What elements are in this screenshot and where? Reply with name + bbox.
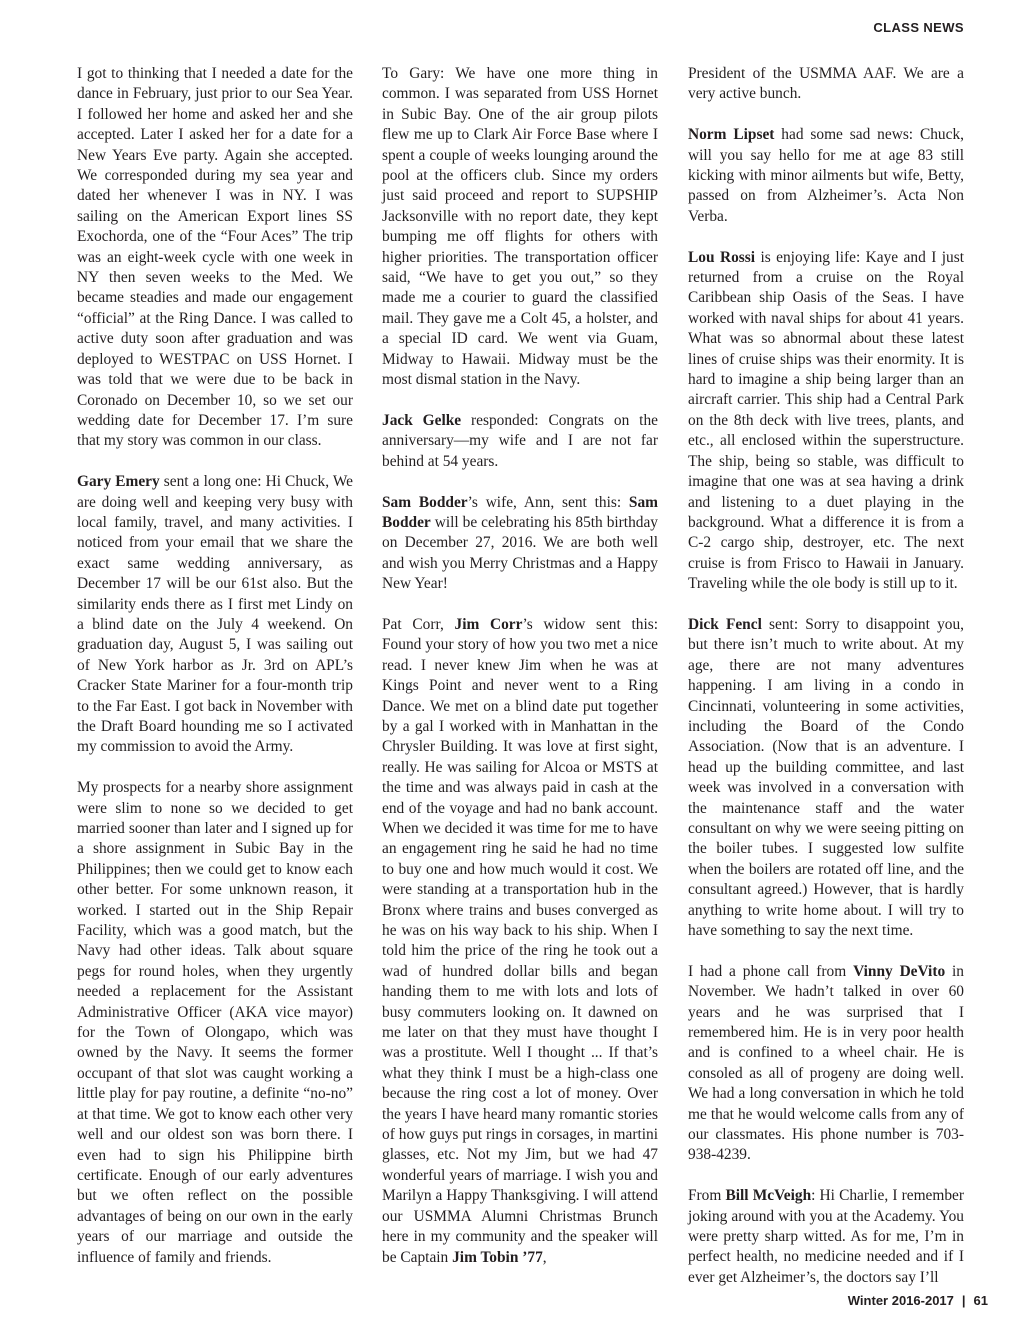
column-2 <box>382 64 658 1268</box>
paragraph: Dick Fencl sent: Sorry to disappoint you, but there isn’t much to write about. At my age, there are not many adventures happening. I am living in a condo in Cincinnati, volunteering in some activities, including the Board of the Condo Association. (Now that is an adventure. I head up the building committee, and last week was involved in a conversation with the maintenance staff and the water consultant on why we were seeing pitting on the boiler tubes. I suggested low sulfite when the boilers are rotated off line, and the consultant agreed.) However, that is hardly anything to write home about. I will try to have something to say the next time. <box>688 615 964 940</box>
classmate-name: Sam Bodder <box>382 493 658 531</box>
article-body <box>0 64 1024 1284</box>
column-1 <box>77 64 353 1268</box>
paragraph: Jack Gelke responded: Congrats on the anniversary—my wife and I are not far behind at 54 years. <box>382 411 658 470</box>
section-header: CLASS NEWS <box>873 20 964 35</box>
column-3 <box>688 64 964 1288</box>
classmate-name: Norm Lipset <box>688 126 775 144</box>
classmate-name: Jim Tobin ’77 <box>452 1248 543 1266</box>
paragraph: I got to thinking that I needed a date for the dance in February, just prior to our Sea Year. I followed her home and asked her and she accepted. Later I asked her for a date for a New Years Eve party. Again she accepted. We corresponded during my sea year and dated her whenever I was in NY. I was sailing on the American Export lines SS Exochorda, one of the “Four Aces” The trip was an eight-week cycle with one week in NY then seven weeks to the Med. We became steadies and made our engagement “official” at the Ring Dance. I was called to active duty soon after graduation and was deployed to WESTPAC on USS Hornet. I was told that we were due to be back in Coronado on December 10, so we set our wedding date for December 17. I’m sure that my story was common in our class. <box>77 65 353 450</box>
classmate-name: Gary Emery <box>77 473 160 491</box>
paragraph: Gary Emery sent a long one: Hi Chuck, We are doing well and keeping very busy with local family, travel, and many activities. I noticed from your email that we share the exact same wedding anniversary, as December 17 will be our 61st also. But the similarity ends there as I first met Lindy on a blind date on the July 4 weekend. On graduation day, August 5, I was sailing out of New York harbor as Jr. 3rd on APL’s Cracker State Mariner for a four-month trip to the Far East. I got back in November with the Draft Board hounding me so I activated my commission to avoid the Army. <box>77 473 354 756</box>
paragraph: Norm Lipset had some sad news: Chuck, will you say hello for me at age 83 still kicking with minor ailments but wife, Betty, passed on from Alzheimer’s. Acta Non Verba. <box>688 126 965 225</box>
footer-separator: | <box>961 1293 966 1308</box>
classmate-name: Sam Bodder <box>382 493 468 511</box>
classmate-name: Jack Gelke <box>382 411 462 429</box>
page-number: 61 <box>973 1293 988 1308</box>
paragraph: My prospects for a nearby shore assignment were slim to none so we decided to get married sooner than later and I signed up for a shore assignment in Subic Bay in the Philippines; then we could get to know each other better. For some unknown reason, it worked. I started out in the Ship Repair Facility, which was a good match, but the Navy had other ideas. Talk about square pegs for round holes, when they urgently needed a replacement for the Assistant Administrative Officer (AKA vice mayor) for the Town of Olongapo, which was owned by the Navy. It seems the former occupant of that slot was caught working a little play for pay routine, a definite “no-no” at that time. We got to know each other very well and our oldest son was born there. I even had to sign his Philippine birth certificate. Enough of our early adventures but we often reflect on the possible advantages of being on our own in the early years of our marriage and outside the influence of family and friends. <box>77 779 353 1266</box>
classmate-name: Jim Corr <box>454 615 523 633</box>
paragraph: From Bill McVeigh: Hi Charlie, I remember joking around with you at the Academy. You were pretty sharp witted. As for me, I’m in perfect health, no medicine needed and if I ever get Alzheimer’s, the doctors say I’ll <box>688 1187 964 1286</box>
paragraph: I had a phone call from Vinny DeVito in November. We hadn’t talked in over 60 years and he was surprised that I remembered him. He is in very poor health and is confined to a wheel chair. He is consoled as all of progeny are doing well. We had a long conversation in which he told me that he would welcome calls from any of our classmates. His phone number is 703-938-4239. <box>688 962 964 1164</box>
classmate-name: Vinny DeVito <box>853 962 946 980</box>
classmate-name: Dick Fencl <box>688 615 762 633</box>
paragraph: Pat Corr, Jim Corr’s widow sent this: Found your story of how you two met a nice read. I never knew Jim when he was at Kings Point and never went to a Ring Dance. We met on a blind date put together by a gal I worked with in Manhattan in the Chrysler Building. It was love at first sight, really. He was sailing for Alcoa or MSTS at the time and was always paid in cash at the end of the voyage and had no bank account. When we decided it was time for me to have an engagement ring he said he had no time to buy one and how much would it cost. We were standing at a transportation hub in the Bronx where trains and buses converged as he was on his way back to his ship. When I told him the price of the ring he took out a wad of hundred dollar bills and began handing them to me with lots and lots of busy commuters looking on. It dawned on me later on that they must have thought I was a prostitute. Well I thought ... If that’s what they think I must be a high-class one because the ring cost a lot of money. Over the years I have heard many romantic stories of how guys put rings in corsages, in martini glasses, etc. Not my Jim, but we had 47 wonderful years of marriage. I wish you and Marilyn a Happy Thanksgiving. I will attend our USMMA Alumni Christmas Brunch here in my community and the speaker will be Captain Jim Tobin ’77, <box>382 615 658 1266</box>
paragraph: Sam Bodder’s wife, Ann, sent this: Sam Bodder will be celebrating his 85th birthday on December 27, 2016. We are both well and wish you Merry Christmas and a Happy New Year! <box>382 493 658 593</box>
page-footer <box>848 1293 988 1308</box>
paragraph: President of the USMMA AAF. We are a very active bunch. <box>688 65 964 103</box>
issue-label: Winter 2016-2017 <box>847 1293 954 1308</box>
paragraph: Lou Rossi is enjoying life: Kaye and I just returned from a cruise on the Royal Caribbean ship Oasis of the Seas. I have worked with naval ships for about 41 years. What was so abnormal about these latest lines of cruise ships was their enormity. It is hard to imagine a ship being larger than an aircraft carrier. This ship had a Central Park on the 8th deck with live trees, plants, and etc., all enclosed within the superstructure. The ship, being so stable, was difficult to imagine that one was at sea having a drink and listening to a duet playing in the background. What a difference it is from a C-2 cargo ship, destroyer, etc. The next cruise is from Frisco to Hawaii in January. Traveling while the ole body is still up to it. <box>688 248 964 593</box>
classmate-name: Lou Rossi <box>688 248 756 266</box>
paragraph: To Gary: We have one more thing in common. I was separated from USS Hornet in Subic Bay. One of the air group pilots flew me up to Clark Air Force Base where I spent a couple of weeks lounging around the pool at the officers club. Since my orders just said proceed and report to SUPSHIP Jacksonville with no report date, they kept bumping me off flights for others with higher priorities. The transportation officer said, “We have to get you out,” so they made me a courier to guard the classified mail. They gave me a Colt 45, a holster, and a special ID card. We went via Guam, Midway to Hawaii. Midway must be the most dismal station in the Navy. <box>382 65 658 389</box>
classmate-name: Bill McVeigh <box>725 1187 812 1205</box>
